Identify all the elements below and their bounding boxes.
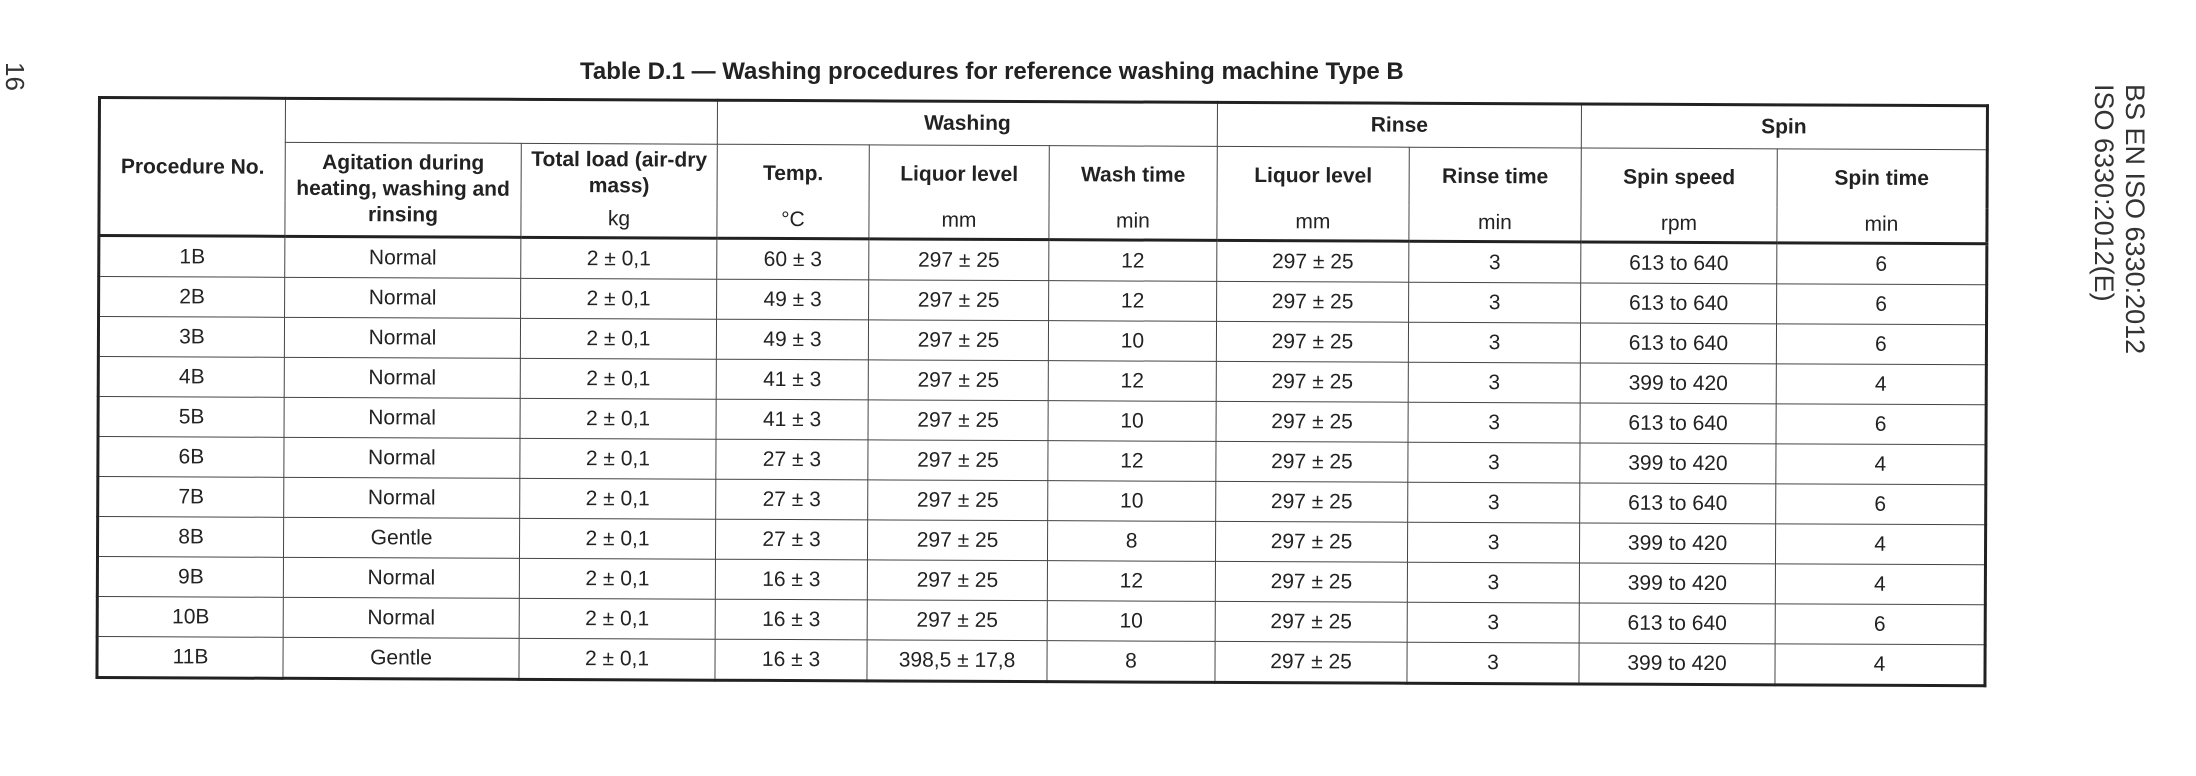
cell-procedure: 4B — [98, 357, 284, 398]
cell-temp: 41 ± 3 — [716, 359, 868, 400]
washing-procedures-table — [95, 96, 1989, 687]
cell-spin-speed: 613 to 640 — [1580, 403, 1776, 444]
cell-rinse-liquor-level: 297 ± 25 — [1216, 361, 1408, 402]
cell-total-load: 2 ± 0,1 — [520, 318, 716, 359]
cell-total-load: 2 ± 0,1 — [519, 518, 715, 559]
cell-procedure: 5B — [98, 397, 284, 438]
cell-procedure: 11B — [97, 637, 283, 679]
cell-spin-time: 6 — [1776, 404, 1986, 445]
cell-wash-time: 10 — [1047, 601, 1215, 642]
cell-wash-liquor-level: 297 ± 25 — [868, 360, 1048, 401]
cell-rinse-liquor-level: 297 ± 25 — [1216, 321, 1408, 362]
cell-temp: 16 ± 3 — [715, 559, 867, 600]
cell-rinse-time: 3 — [1407, 642, 1579, 684]
unit-rinse-liquor-level: mm — [1217, 205, 1409, 241]
cell-wash-liquor-level: 398,5 ± 17,8 — [867, 640, 1047, 682]
cell-temp: 49 ± 3 — [716, 319, 868, 360]
header-rinse-time: Rinse time — [1409, 147, 1581, 206]
cell-spin-speed: 399 to 420 — [1580, 363, 1776, 404]
washing-procedures-table-wrapper — [95, 96, 1986, 687]
cell-procedure: 1B — [99, 236, 285, 278]
cell-temp: 27 ± 3 — [715, 519, 867, 560]
cell-spin-time: 4 — [1776, 444, 1986, 485]
header-group-rinse: Rinse — [1217, 102, 1581, 148]
cell-agitation: Gentle — [283, 517, 519, 558]
cell-total-load: 2 ± 0,1 — [520, 398, 716, 439]
cell-wash-time: 8 — [1047, 521, 1215, 562]
cell-temp: 27 ± 3 — [716, 479, 868, 520]
cell-rinse-time: 3 — [1409, 282, 1581, 323]
cell-agitation: Normal — [284, 477, 520, 518]
cell-rinse-liquor-level: 297 ± 25 — [1215, 521, 1407, 562]
cell-total-load: 2 ± 0,1 — [520, 358, 716, 399]
cell-spin-speed: 613 to 640 — [1580, 483, 1776, 524]
cell-wash-liquor-level: 297 ± 25 — [867, 600, 1047, 641]
header-procedure-no: Procedure No. — [99, 98, 286, 237]
cell-spin-speed: 399 to 420 — [1579, 643, 1775, 685]
cell-spin-time: 6 — [1777, 284, 1987, 325]
unit-spin-speed: rpm — [1581, 206, 1777, 242]
cell-rinse-liquor-level: 297 ± 25 — [1216, 401, 1408, 442]
header-spin-time: Spin time — [1777, 149, 1987, 208]
cell-spin-time: 6 — [1775, 604, 1985, 645]
cell-wash-time: 12 — [1049, 240, 1217, 282]
cell-rinse-liquor-level: 297 ± 25 — [1215, 561, 1407, 602]
unit-spin-time: min — [1777, 207, 1987, 243]
cell-temp: 27 ± 3 — [716, 439, 868, 480]
cell-total-load: 2 ± 0,1 — [520, 438, 716, 479]
cell-agitation: Normal — [285, 236, 521, 278]
cell-rinse-liquor-level: 297 ± 25 — [1216, 441, 1408, 482]
header-temp: Temp. — [717, 144, 869, 203]
cell-procedure: 2B — [99, 277, 285, 318]
cell-procedure: 9B — [97, 557, 283, 598]
header-spin-speed: Spin speed — [1581, 148, 1777, 207]
header-wash-liquor-level: Liquor level — [869, 145, 1049, 204]
header-group-spin: Spin — [1581, 104, 1987, 150]
cell-total-load: 2 ± 0,1 — [520, 478, 716, 519]
cell-spin-speed: 613 to 640 — [1581, 283, 1777, 324]
unit-total-load: kg — [521, 202, 717, 238]
cell-wash-time: 10 — [1048, 481, 1216, 522]
cell-spin-speed: 613 to 640 — [1579, 603, 1775, 644]
cell-spin-speed: 613 to 640 — [1581, 242, 1777, 284]
cell-spin-speed: 399 to 420 — [1579, 563, 1775, 604]
cell-wash-time: 10 — [1048, 321, 1216, 362]
cell-agitation: Gentle — [283, 637, 519, 679]
page-number: 16 — [0, 62, 30, 91]
cell-wash-time: 12 — [1048, 441, 1216, 482]
cell-rinse-liquor-level: 297 ± 25 — [1216, 481, 1408, 522]
unit-rinse-time: min — [1409, 206, 1581, 242]
cell-temp: 49 ± 3 — [717, 279, 869, 320]
cell-total-load: 2 ± 0,1 — [519, 558, 715, 599]
table-title: Table D.1 — Washing procedures for reference washing machine Type B — [580, 58, 1404, 85]
cell-procedure: 8B — [97, 517, 283, 558]
cell-rinse-time: 3 — [1408, 482, 1580, 523]
document-identifier-iso: ISO 6330:2012(E) — [2089, 84, 2119, 302]
cell-wash-liquor-level: 297 ± 25 — [867, 560, 1047, 601]
document-identifier — [2088, 84, 2150, 354]
cell-rinse-time: 3 — [1407, 562, 1579, 603]
cell-rinse-liquor-level: 297 ± 25 — [1217, 240, 1409, 282]
cell-temp: 16 ± 3 — [715, 599, 867, 640]
cell-agitation: Normal — [285, 277, 521, 318]
header-group-washing: Washing — [717, 100, 1217, 146]
cell-wash-liquor-level: 297 ± 25 — [868, 400, 1048, 441]
cell-agitation: Normal — [284, 317, 520, 358]
unit-wash-liquor-level: mm — [869, 203, 1049, 239]
unit-temp: °C — [717, 203, 869, 239]
cell-spin-time: 4 — [1776, 364, 1986, 405]
cell-total-load: 2 ± 0,1 — [521, 278, 717, 319]
cell-wash-liquor-level: 297 ± 25 — [868, 440, 1048, 481]
cell-spin-time: 6 — [1777, 243, 1987, 285]
cell-rinse-time: 3 — [1408, 362, 1580, 403]
cell-agitation: Normal — [284, 397, 520, 438]
cell-rinse-time: 3 — [1407, 602, 1579, 643]
cell-procedure: 3B — [98, 317, 284, 358]
cell-procedure: 7B — [98, 477, 284, 518]
cell-agitation: Normal — [284, 437, 520, 478]
cell-agitation: Normal — [283, 597, 519, 638]
cell-wash-time: 12 — [1048, 361, 1216, 402]
cell-wash-time: 12 — [1047, 561, 1215, 602]
header-label-row — [99, 142, 1987, 209]
cell-spin-time: 4 — [1775, 644, 1985, 686]
cell-total-load: 2 ± 0,1 — [519, 598, 715, 639]
cell-rinse-liquor-level: 297 ± 25 — [1215, 601, 1407, 642]
cell-procedure: 6B — [98, 437, 284, 478]
header-total-load: Total load (air-dry mass) — [521, 143, 717, 202]
cell-wash-liquor-level: 297 ± 25 — [868, 320, 1048, 361]
cell-rinse-time: 3 — [1407, 522, 1579, 563]
cell-spin-speed: 399 to 420 — [1579, 523, 1775, 564]
header-agitation: Agitation during heating, washing and rinsing — [285, 142, 521, 237]
header-wash-time: Wash time — [1049, 146, 1217, 205]
cell-wash-liquor-level: 297 ± 25 — [869, 280, 1049, 321]
cell-rinse-liquor-level: 297 ± 25 — [1215, 641, 1407, 683]
cell-wash-liquor-level: 297 ± 25 — [868, 480, 1048, 521]
cell-temp: 16 ± 3 — [715, 639, 867, 681]
cell-total-load: 2 ± 0,1 — [521, 237, 717, 279]
header-blank — [285, 98, 717, 144]
cell-spin-speed: 399 to 420 — [1580, 443, 1776, 484]
cell-spin-time: 4 — [1775, 564, 1985, 605]
document-identifier-bs: BS EN ISO 6330:2012 — [2120, 84, 2150, 355]
cell-rinse-time: 3 — [1408, 402, 1580, 443]
cell-rinse-time: 3 — [1409, 241, 1581, 283]
cell-wash-liquor-level: 297 ± 25 — [869, 239, 1049, 281]
cell-temp: 41 ± 3 — [716, 399, 868, 440]
header-rinse-liquor-level: Liquor level — [1217, 146, 1409, 205]
cell-spin-speed: 613 to 640 — [1580, 323, 1776, 364]
table-row — [97, 637, 1985, 686]
cell-procedure: 10B — [97, 597, 283, 638]
cell-wash-time: 8 — [1047, 641, 1215, 683]
cell-rinse-time: 3 — [1408, 442, 1580, 483]
cell-wash-time: 10 — [1048, 401, 1216, 442]
cell-spin-time: 4 — [1775, 524, 1985, 565]
cell-temp: 60 ± 3 — [717, 238, 869, 280]
cell-agitation: Normal — [284, 357, 520, 398]
cell-wash-liquor-level: 297 ± 25 — [867, 520, 1047, 561]
unit-wash-time: min — [1049, 204, 1217, 240]
cell-agitation: Normal — [283, 557, 519, 598]
cell-total-load: 2 ± 0,1 — [519, 638, 715, 680]
cell-spin-time: 6 — [1776, 324, 1986, 365]
cell-rinse-liquor-level: 297 ± 25 — [1217, 281, 1409, 322]
cell-spin-time: 6 — [1776, 484, 1986, 525]
cell-rinse-time: 3 — [1408, 322, 1580, 363]
cell-wash-time: 12 — [1049, 281, 1217, 322]
